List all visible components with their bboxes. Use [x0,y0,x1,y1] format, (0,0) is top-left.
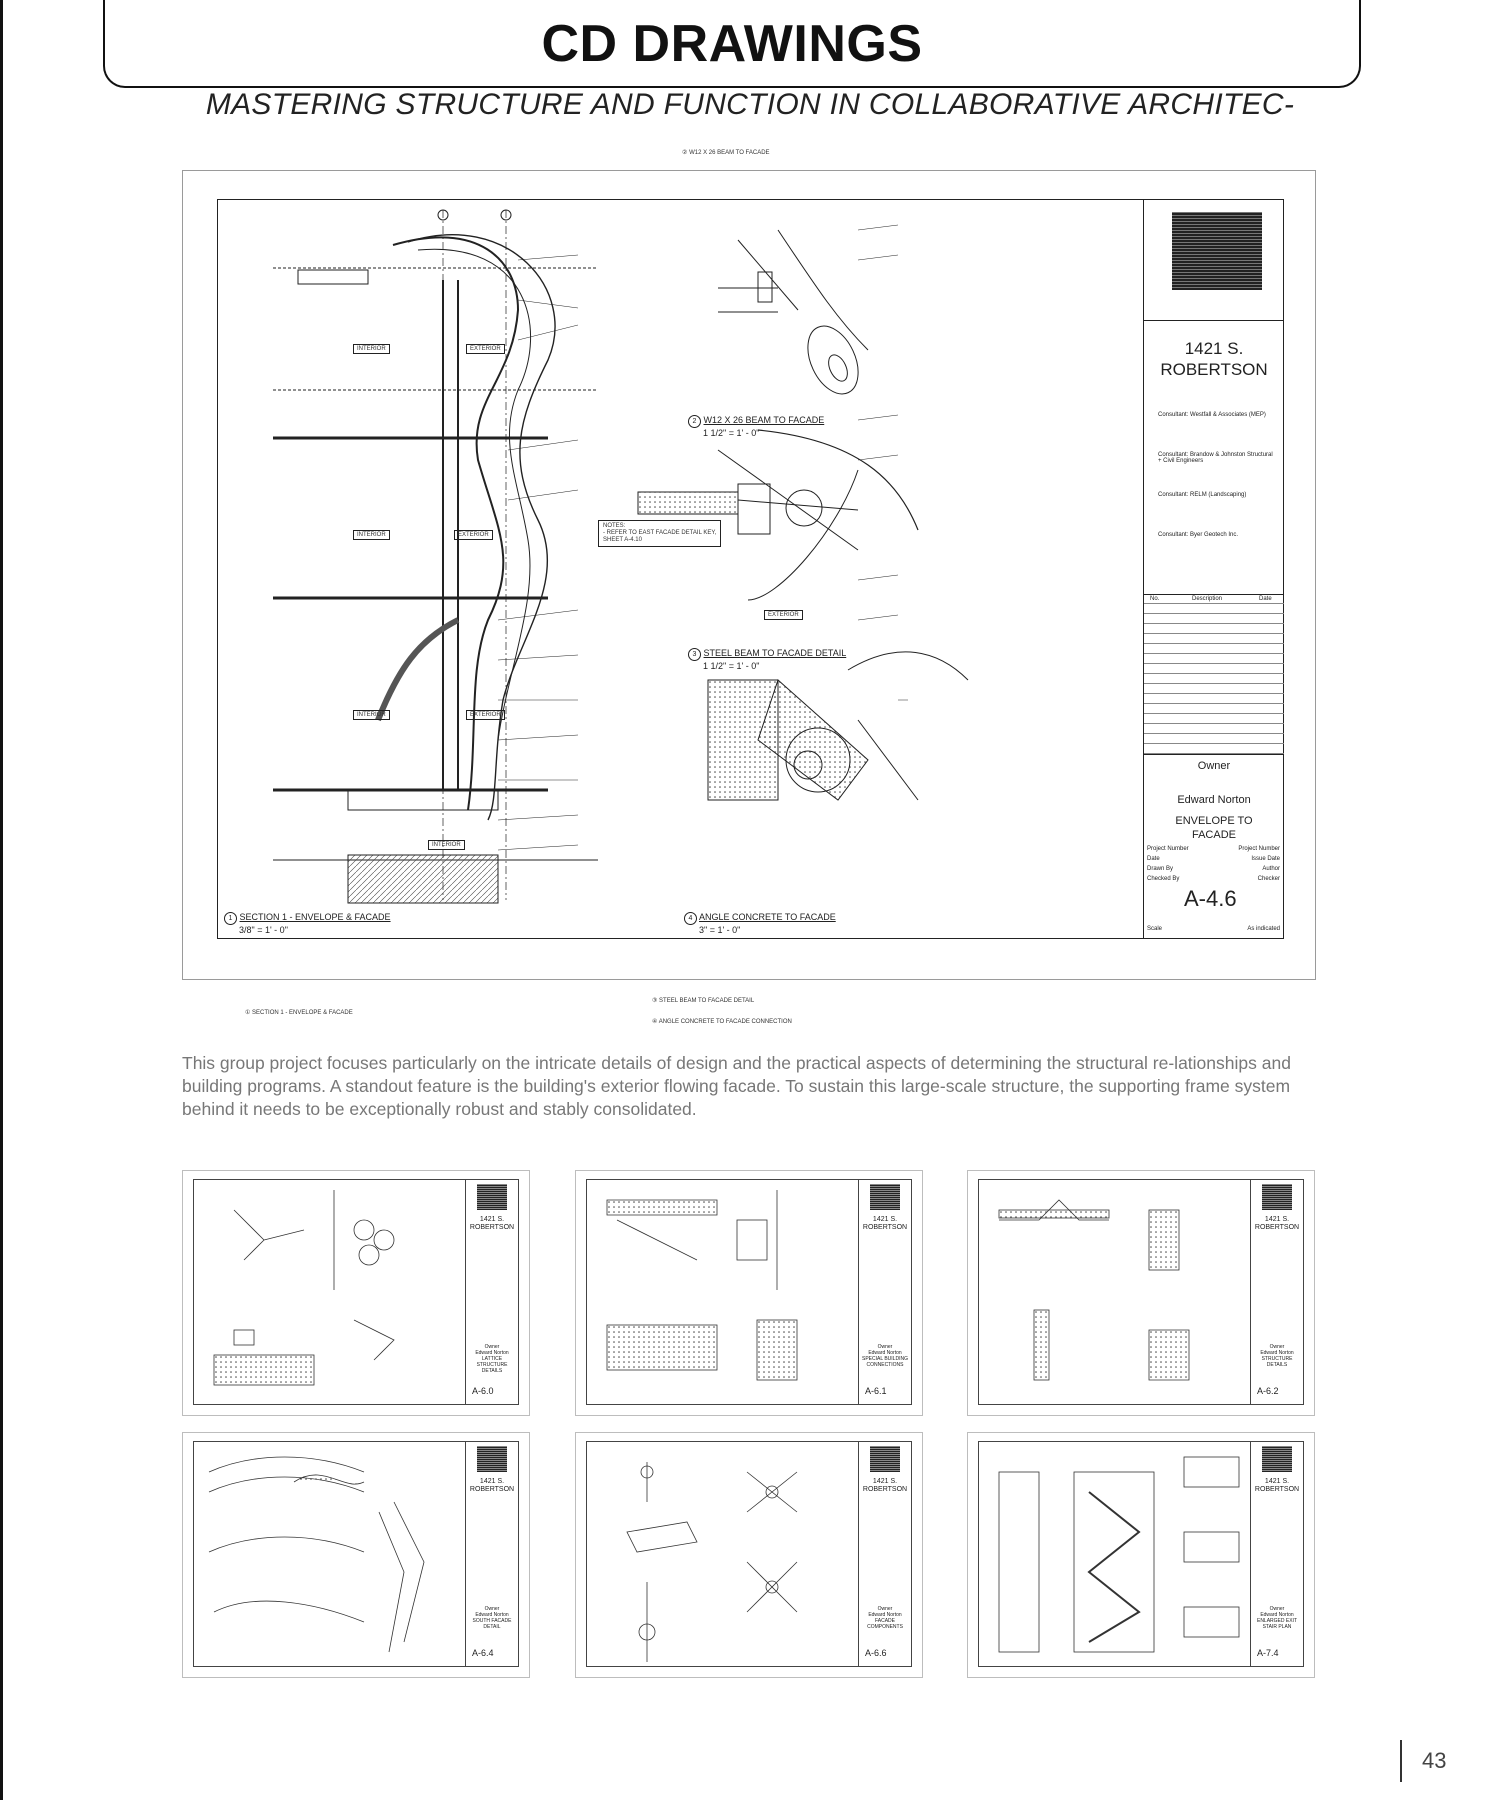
scale-label: Scale [1147,926,1163,932]
thumbnail-drawing [194,1442,464,1666]
thumbnail-drawing [194,1180,464,1404]
thumbnail-sheet-number: A-6.0 [472,1386,494,1396]
field-value: Issue Date [1251,856,1280,862]
below-note-1: ① SECTION 1 - ENVELOPE & FACADE [245,1010,353,1016]
detail-title-4 [684,912,836,936]
detail-title-text: SECTION 1 - ENVELOPE & FACADE [239,912,391,922]
revision-header-no: No. [1150,596,1160,602]
firm-logo-icon [1262,1446,1292,1472]
detail-scale: 1 1/2" = 1' - 0" [703,428,760,438]
detail-title-2 [688,415,824,439]
project-cell [1144,320,1284,595]
room-tag: INTERIOR [353,344,390,354]
drawing-notes: NOTES: - REFER TO EAST FACADE DETAIL KEY, SHEET A-4.10 [598,520,721,547]
detail-title-text: ANGLE CONCRETE TO FACADE [699,912,836,922]
sheet-title: ENVELOPE TO FACADE [1175,815,1253,841]
logo-cell [1144,200,1284,321]
thumbnail-frame [978,1441,1304,1667]
scale-value: As indicated [1247,926,1280,932]
thumbnail-drawing [979,1180,1249,1404]
below-note-text: ANGLE CONCRETE TO FACADE CONNECTION [658,1019,792,1025]
sheet-top-note [682,149,770,156]
detail-scale: 3" = 1' - 0" [699,925,741,935]
title-block [1143,200,1284,938]
detail-scale: 3/8" = 1' - 0" [239,925,288,935]
thumbnail-sheet-number: A-6.2 [1257,1386,1279,1396]
field-value: Author [1262,866,1280,872]
firm-logo-icon [1262,1184,1292,1210]
detail-bubble-icon: 4 [684,912,697,925]
revision-header-date: Date [1259,596,1272,602]
page-number-divider [1400,1740,1402,1782]
thumbnail-sheet[interactable] [182,1432,530,1678]
detail-bubble-icon: 2 [688,415,701,428]
thumbnail-title-block [1250,1180,1303,1404]
detail-title-text: STEEL BEAM TO FACADE DETAIL [703,648,847,658]
field-value: Project Number [1238,846,1280,852]
owner-label: Owner [1197,760,1231,772]
detail-title-text: W12 X 26 BEAM TO FACADE [703,415,825,425]
revision-header-description: Description [1192,596,1223,602]
project-description: This group project focuses particularly on the intricate details of design and the practical aspects of determining the structural re-lationships and building programs. A standout feature is the building's exterior flowing facade. To sustain this large-scale structure, the supporting frame system behind it needs to be exceptionally robust and stably consolidated. [182,1053,1291,1119]
thumbnail-title-block [858,1180,911,1404]
room-tag: EXTERIOR [454,530,493,540]
drawing-frame [217,199,1284,939]
thumbnail-project: 1421 S. ROBERTSON [469,1478,515,1493]
thumbnail-owner: Owner Edward Norton ENLARGED EXIT STAIR PLAN [1256,1606,1297,1630]
page-title: CD DRAWINGS [541,15,923,73]
thumbnail-frame [193,1179,519,1405]
project-name: 1421 S. ROBERTSON [1160,339,1268,379]
consultant-3: Consultant: RELM (Landscaping) [1158,492,1247,498]
thumbnail-project: 1421 S. ROBERTSON [862,1478,908,1493]
below-note-text: STEEL BEAM TO FACADE DETAIL [659,998,755,1004]
below-note-text: SECTION 1 - ENVELOPE & FACADE [252,1010,353,1016]
thumbnail-owner: Owner Edward Norton FACADE COMPONENTS [867,1606,903,1630]
page-subtitle: MASTERING STRUCTURE AND FUNCTION IN COLLABORATIVE ARCHITEC- [205,88,1295,121]
thumbnail-title-block [858,1442,911,1666]
main-drawing-sheet[interactable] [182,170,1316,980]
detail-bubble-icon: 1 [224,912,237,925]
consultant-1: Consultant: Westfall & Associates (MEP) [1158,412,1266,418]
page-number: 43 [1422,1748,1447,1773]
detail-bubble-icon: 3 [688,648,701,661]
room-tag: INTERIOR [428,840,465,850]
room-tag: EXTERIOR [466,344,505,354]
thumbnail-drawing [979,1442,1249,1666]
page-edge-rule [0,0,3,1800]
thumbnail-sheet-number: A-6.4 [472,1648,494,1658]
detail-bubble-icon: ② [682,150,688,156]
below-note-3: ④ ANGLE CONCRETE TO FACADE CONNECTION [652,1019,792,1025]
firm-logo-icon [1172,212,1262,290]
thumbnail-sheet[interactable] [575,1170,923,1416]
thumbnail-drawing [587,1180,857,1404]
thumbnail-frame [978,1179,1304,1405]
field-label: Checked By [1147,876,1180,882]
thumbnail-owner: Owner Edward Norton SOUTH FACADE DETAIL [472,1606,512,1630]
title-banner [103,0,1361,88]
thumbnail-sheet-number: A-6.1 [865,1386,887,1396]
thumbnail-sheet-number: A-7.4 [1257,1648,1279,1658]
thumbnail-title-block [465,1442,518,1666]
thumbnail-project: 1421 S. ROBERTSON [1254,1216,1300,1231]
field-value: Checker [1257,876,1280,882]
firm-logo-icon [870,1184,900,1210]
thumbnail-drawing [587,1442,857,1666]
room-tag: INTERIOR [353,530,390,540]
below-note-2: ③ STEEL BEAM TO FACADE DETAIL [652,998,755,1004]
thumbnail-frame [193,1441,519,1667]
thumbnail-project: 1421 S. ROBERTSON [1254,1478,1300,1493]
thumbnail-frame [586,1179,912,1405]
room-tag: EXTERIOR [764,610,803,620]
detail-title-3 [688,648,846,672]
firm-logo-icon [477,1446,507,1472]
firm-logo-icon [477,1184,507,1210]
thumbnail-owner: Owner Edward Norton SPECIAL BUILDING CONNECTIONS [862,1344,908,1368]
thumbnail-project: 1421 S. ROBERTSON [862,1216,908,1231]
firm-logo-icon [870,1446,900,1472]
room-tag: INTERIOR [353,710,390,720]
thumbnail-sheet[interactable] [182,1170,530,1416]
field-label: Project Number [1147,846,1189,852]
field-label: Date [1147,856,1160,862]
consultant-4: Consultant: Byer Geotech Inc. [1158,532,1239,538]
detail-scale: 1 1/2" = 1' - 0" [703,661,760,671]
thumbnail-sheet[interactable] [575,1432,923,1678]
top-note-text: W12 X 26 BEAM TO FACADE [689,150,770,156]
thumbnail-project: 1421 S. ROBERTSON [469,1216,515,1231]
thumbnail-owner: Owner Edward Norton LATTICE STRUCTURE DETAILS [475,1344,509,1374]
sheet-number: A-4.6 [1184,886,1237,911]
thumbnail-owner: Owner Edward Norton STRUCTURE DETAILS [1260,1344,1294,1368]
detail-title-1 [224,912,391,936]
thumbnail-title-block [1250,1442,1303,1666]
thumbnail-frame [586,1441,912,1667]
revision-table [1144,594,1284,755]
owner-name: Edward Norton [1177,794,1251,806]
consultant-2: Consultant: Brandow & Johnston Structural + Civil Engineers [1158,452,1273,464]
field-label: Drawn By [1147,866,1174,872]
thumbnail-sheet-number: A-6.6 [865,1648,887,1658]
room-tag: EXTERIOR [466,710,505,720]
thumbnail-sheet[interactable] [967,1170,1315,1416]
thumbnail-sheet[interactable] [967,1432,1315,1678]
thumbnail-title-block [465,1180,518,1404]
construction-drawings [218,200,1138,938]
